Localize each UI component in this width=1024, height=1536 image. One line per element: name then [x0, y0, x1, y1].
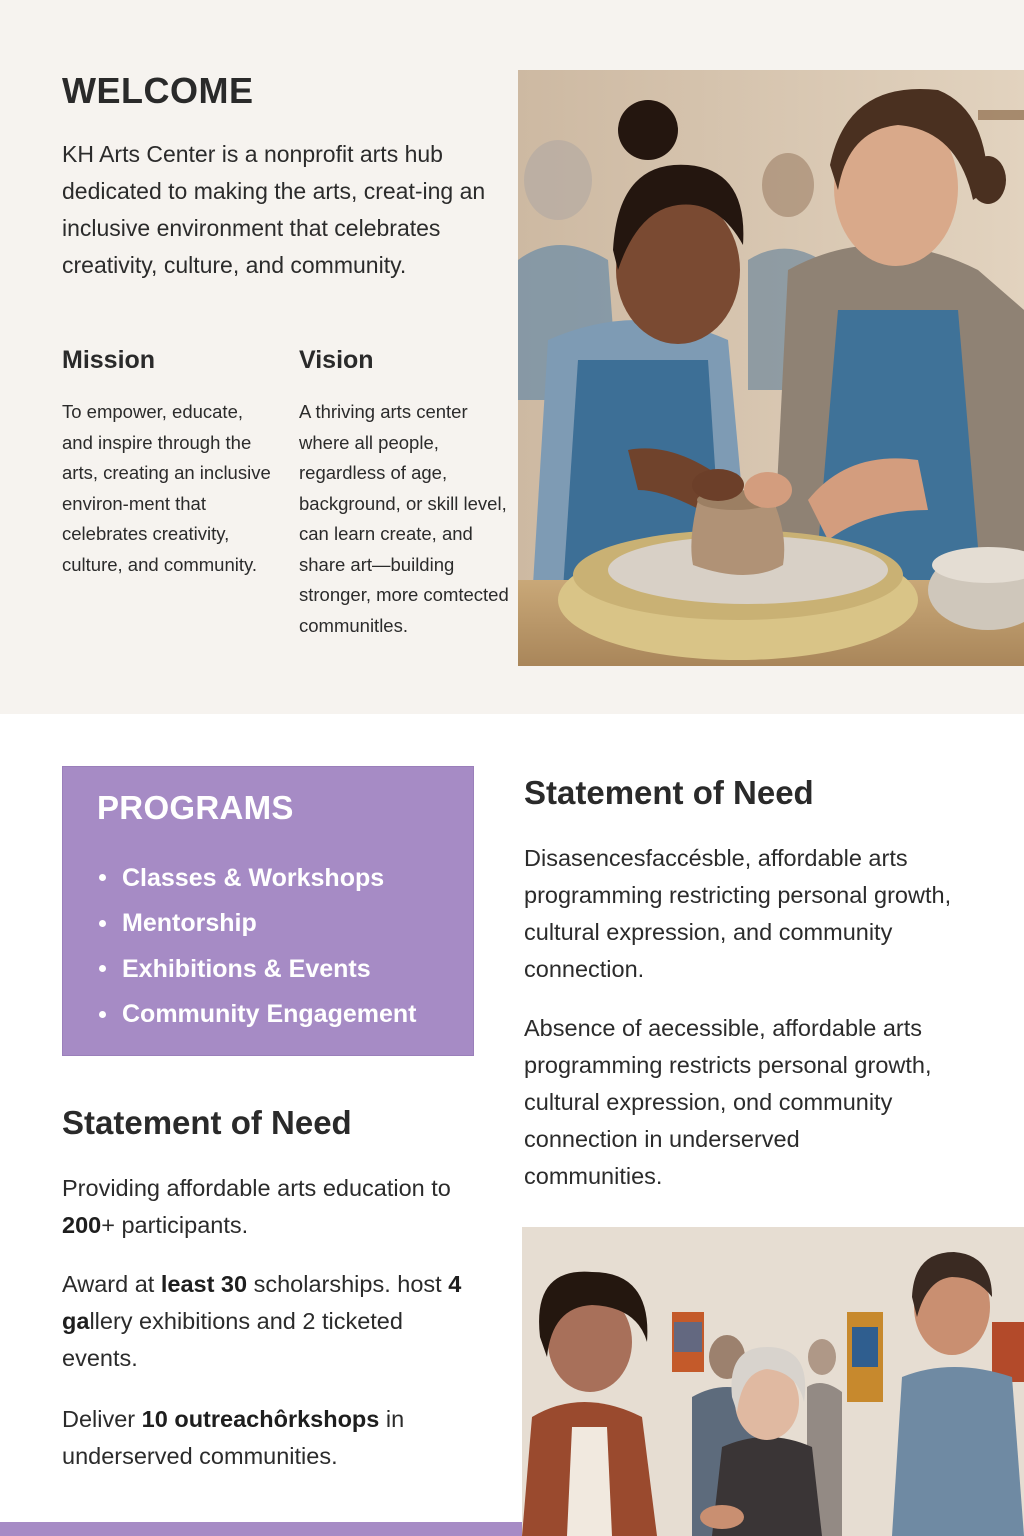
welcome-title: WELCOME	[62, 70, 254, 111]
need-left-paragraph-1: Providing affordable arts education to 200+ participants.	[62, 1175, 451, 1238]
programs-list	[97, 855, 416, 1037]
program-item: Classes & Workshops	[97, 855, 416, 901]
program-item: Community Engagement	[97, 992, 416, 1038]
bullet-icon	[99, 965, 106, 972]
gallery-event-photo	[522, 1227, 1024, 1536]
need-right-paragraph-1: Disasencesfaccésble, affordable arts programming restricting personal growth, cultural expression, and community connection.	[524, 845, 952, 982]
mission-text: To empower, educate, and inspire through the arts, creating an inclusive environ-ment that celebrates creativity, culture, and community.	[62, 401, 271, 575]
bullet-icon	[99, 1011, 106, 1018]
welcome-text: KH Arts Center is a nonprofit arts hub dedicated to making the arts, creat-ing an inclusive environment that celebrates creativity, culture, and community.	[62, 141, 486, 278]
vision-heading: Vision	[299, 346, 374, 374]
program-item: Exhibitions & Events	[97, 946, 416, 992]
need-left-paragraph-3: Deliver 10 outreachôrkshops in underserved communities.	[62, 1406, 405, 1469]
need-left-title: Statement of Need	[62, 1104, 352, 1141]
need-left-paragraph-2: Award at least 30 scholarships. host 4 gallery exhibitions and 2 ticketed events.	[62, 1271, 462, 1371]
bullet-icon	[99, 920, 106, 927]
bullet-icon	[99, 874, 106, 881]
mission-heading: Mission	[62, 346, 156, 374]
need-right-title: Statement of Need	[524, 774, 814, 811]
need-right-paragraph-2: Absence of aecessible, affordable arts programming restricts personal growth, cultural expression, ond community connection in underserved communities.	[524, 1015, 932, 1189]
program-item: Mentorship	[97, 901, 416, 947]
programs-title: PROGRAMS	[97, 789, 294, 826]
bottom-accent-bar	[0, 1522, 522, 1536]
vision-text: A thriving arts center where all people, regardless of age, background, or skill level, can learn create, and share art—building stronger, more comtected communitles.	[299, 401, 509, 636]
programs-box	[62, 766, 474, 1056]
pottery-class-photo	[518, 70, 1024, 666]
